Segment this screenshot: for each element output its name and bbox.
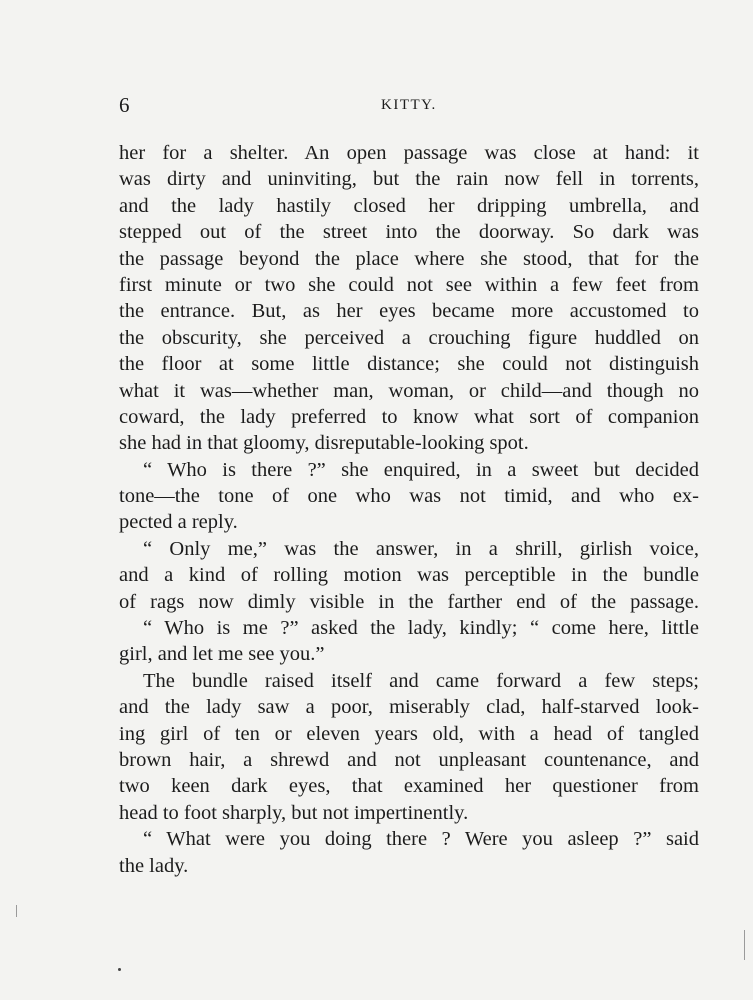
text-line: brown hair, a shrewd and not unpleasant countenance, and xyxy=(119,748,699,771)
text-line: was dirty and uninviting, but the rain now fell in torrents, xyxy=(119,168,699,191)
running-title: KITTY. xyxy=(381,97,437,113)
page-number: 6 xyxy=(119,93,130,117)
scan-edge-mark xyxy=(744,930,745,960)
text-line: the floor at some little distance; she could not distinguish xyxy=(119,353,699,376)
text-line: ing girl of ten or eleven years old, with a head of tangled xyxy=(119,722,699,745)
body-text xyxy=(119,140,699,879)
text-line: The bundle raised itself and came forward a few steps; xyxy=(143,669,699,692)
text-line: the entrance. But, as her eyes became more accustomed to xyxy=(119,300,699,323)
text-line: what it was—whether man, woman, or child—and though no xyxy=(119,379,699,402)
scan-edge-mark xyxy=(16,905,17,917)
text-line: “ Who is there ?” she enquired, in a sweet but decided xyxy=(143,458,699,481)
text-line: girl, and let me see you.” xyxy=(119,643,325,666)
text-line: tone—the tone of one who was not timid, and who ex- xyxy=(119,485,699,508)
text-line: pected a reply. xyxy=(119,511,238,534)
text-line: coward, the lady preferred to know what sort of companion xyxy=(119,405,699,428)
text-line: first minute or two she could not see within a few feet from xyxy=(119,273,699,296)
text-line: “ Who is me ?” asked the lady, kindly; “ come here, little xyxy=(143,617,699,640)
text-line: and the lady hastily closed her dripping umbrella, and xyxy=(119,194,699,217)
text-line: “ Only me,” was the answer, in a shrill, girlish voice, xyxy=(143,537,699,560)
text-line: and the lady saw a poor, miserably clad, half-starved look- xyxy=(119,696,699,719)
text-line: stepped out of the street into the doorway. So dark was xyxy=(119,221,699,244)
text-line: “ What were you doing there ? Were you asleep ?” said xyxy=(143,828,699,851)
scan-speck xyxy=(118,968,121,971)
text-line: she had in that gloomy, disreputable-looking spot. xyxy=(119,432,529,455)
text-line: the passage beyond the place where she stood, that for the xyxy=(119,247,699,270)
text-line: the obscurity, she perceived a crouching figure huddled on xyxy=(119,326,699,349)
text-line: and a kind of rolling motion was perceptible in the bundle xyxy=(119,564,699,587)
text-line: her for a shelter. An open passage was close at hand: it xyxy=(119,142,699,164)
text-line: two keen dark eyes, that examined her questioner from xyxy=(119,775,699,798)
text-line: the lady. xyxy=(119,854,189,877)
text-line: of rags now dimly visible in the farther end of the passage. xyxy=(119,590,699,613)
text-line: head to foot sharply, but not impertinently. xyxy=(119,801,469,824)
